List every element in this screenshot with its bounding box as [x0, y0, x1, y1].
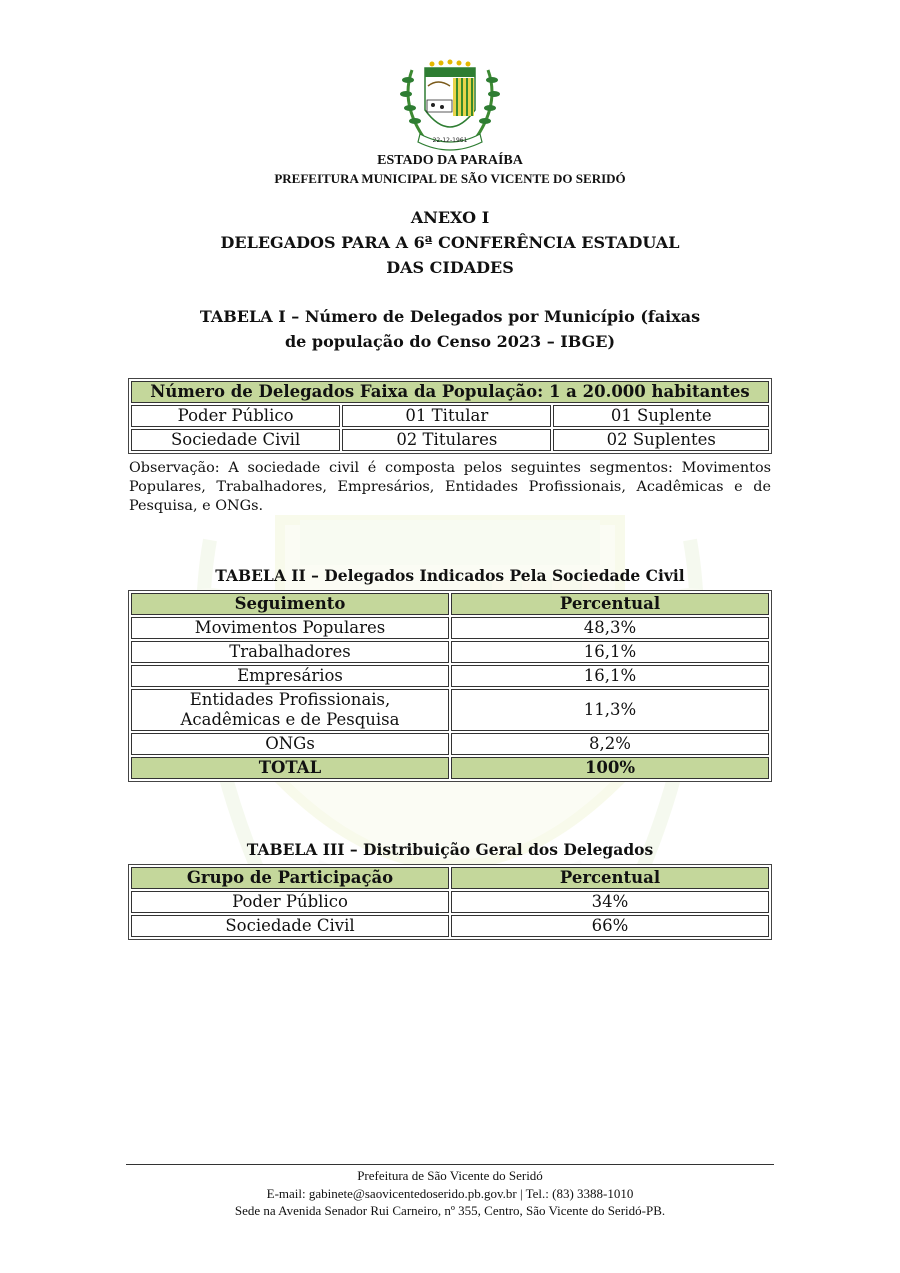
table-row: Poder Público 34%	[131, 891, 769, 913]
table2-col-segment: Seguimento	[131, 593, 449, 615]
table3-col-group: Grupo de Participação	[131, 867, 449, 889]
crest-date: 22-12-1961	[432, 137, 468, 144]
table-row: ONGs 8,2%	[131, 733, 769, 755]
state-name: ESTADO DA PARAÍBA	[377, 153, 523, 168]
table-row: Sociedade Civil 02 Titulares 02 Suplentes	[131, 429, 769, 451]
table-row: Empresários 16,1%	[131, 665, 769, 687]
footer-divider	[126, 1164, 774, 1165]
table-row: Movimentos Populares 48,3%	[131, 617, 769, 639]
table-delegates-by-municipality	[128, 378, 772, 454]
table-row: Entidades Profissionais, Acadêmicas e de Pesquisa 11,3%	[131, 689, 769, 731]
footer-institution: Prefeitura de São Vicente do Seridó	[357, 1168, 543, 1183]
table1-header: Número de Delegados Faixa da População: 1 a 20.000 habitantes	[131, 381, 769, 403]
footer-contact: E-mail: gabinete@saovicentedoserido.pb.gov.br | Tel.: (83) 3388-1010	[266, 1186, 634, 1201]
table1-caption: TABELA I – Número de Delegados por Município (faixas	[199, 307, 701, 326]
table-general-distribution	[128, 864, 772, 940]
table-civil-society-delegates	[128, 590, 772, 782]
table-total-row: TOTAL 100%	[131, 757, 769, 779]
document-title: DELEGADOS PARA A 6ª CONFERÊNCIA ESTADUAL	[220, 233, 680, 252]
table2-col-percent: Percentual	[451, 593, 769, 615]
table3-col-percent: Percentual	[451, 867, 769, 889]
observation-text: Observação: A sociedade civil é composta pelos seguintes segmentos: Movimentos Populares, Trabalhadores, Empresários, Entidades Profissionais, Acadêmicas e de Pesquisa, e ONGs.	[129, 460, 771, 514]
table2-caption: TABELA II – Delegados Indicados Pela Sociedade Civil	[215, 566, 685, 585]
municipal-crest-logo	[398, 58, 502, 152]
table-row: Trabalhadores 16,1%	[131, 641, 769, 663]
table-row: Poder Público 01 Titular 01 Suplente	[131, 405, 769, 427]
table3-caption: TABELA III – Distribuição Geral dos Delegados	[246, 840, 654, 859]
table-row: Sociedade Civil 66%	[131, 915, 769, 937]
document-title-cont: DAS CIDADES	[386, 258, 514, 277]
footer-address: Sede na Avenida Senador Rui Carneiro, nº 355, Centro, São Vicente do Seridó-PB.	[234, 1203, 666, 1218]
prefecture-name: PREFEITURA MUNICIPAL DE SÃO VICENTE DO SERIDÓ	[274, 171, 626, 186]
annex-title: ANEXO I	[410, 208, 490, 227]
table1-caption-cont: de população do Censo 2023 – IBGE)	[284, 332, 616, 351]
